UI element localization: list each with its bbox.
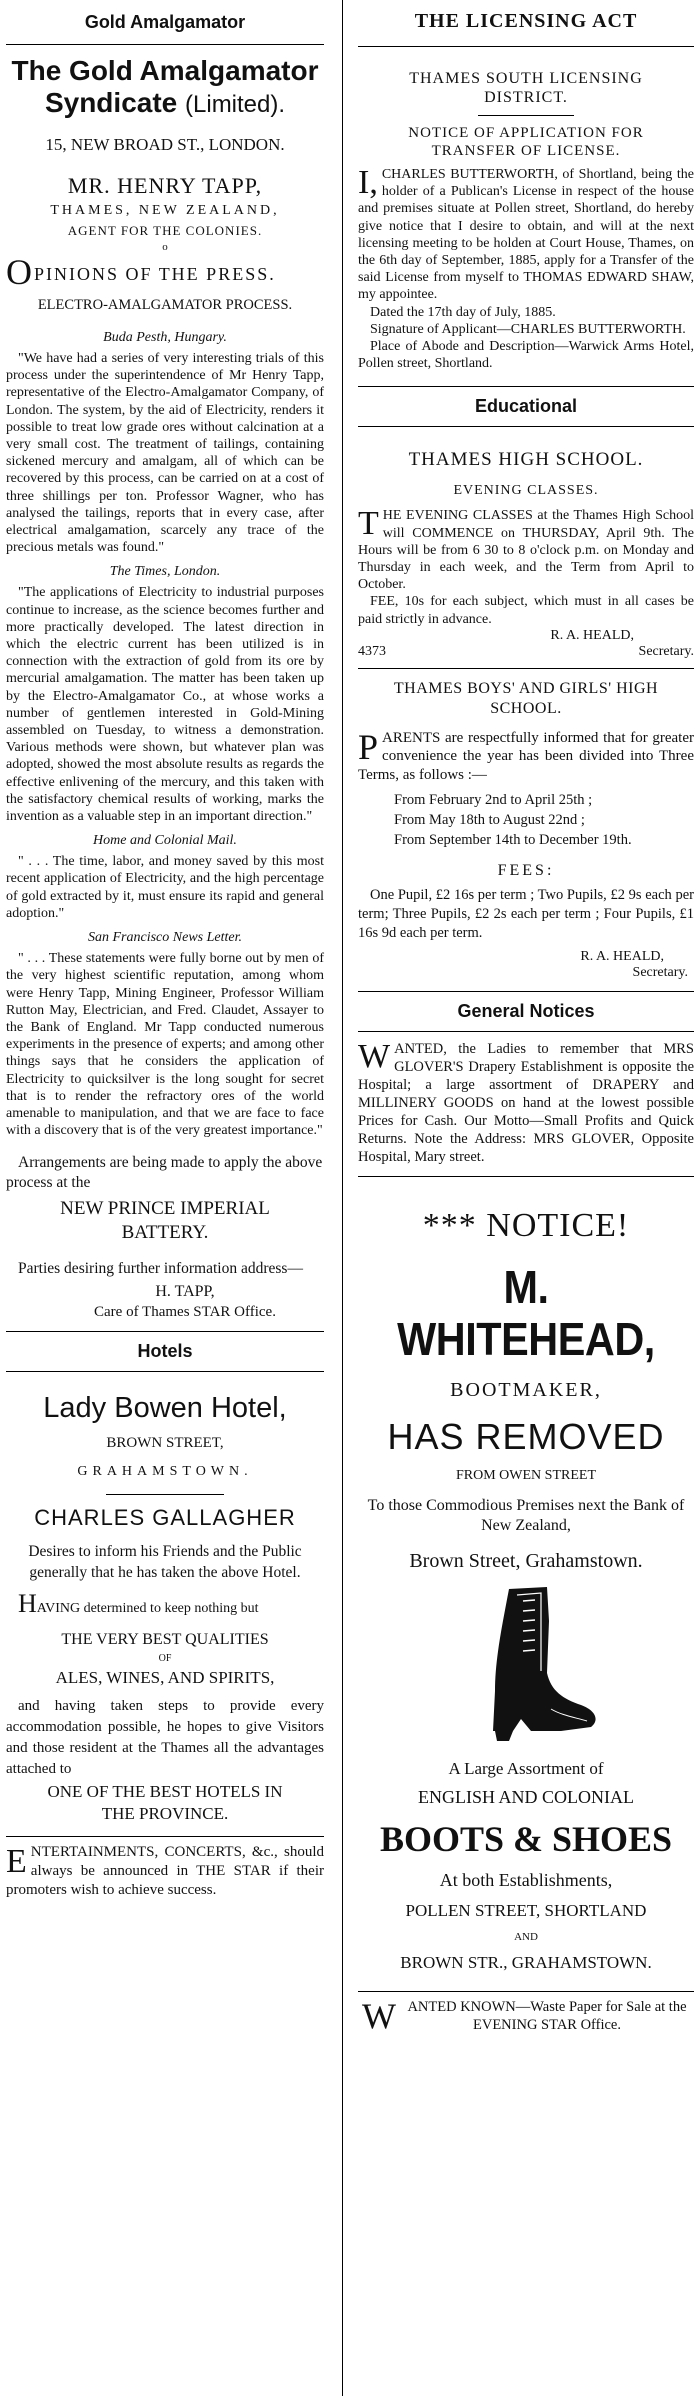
rule — [358, 1031, 694, 1032]
wanted-known — [358, 1996, 694, 2037]
parties-text: Parties desiring further information address— — [18, 1260, 303, 1278]
tapp-care: Care of Thames STAR Office. — [94, 1304, 276, 1321]
school2-title: THAMES BOYS' AND GIRLS' HIGH SCHOOL. — [393, 679, 659, 717]
rule — [6, 1331, 324, 1332]
short-rule — [478, 115, 574, 116]
brown-str: BROWN STR., GRAHAMSTOWN. — [400, 1953, 652, 1973]
battery-name: NEW PRINCE IMPERIAL BATTERY. — [60, 1198, 270, 1244]
gold-header: Gold Amalgamator — [84, 12, 246, 32]
gold-title-suffix: (Limited). — [185, 91, 286, 118]
opinions-heading — [6, 252, 324, 292]
process-title: ELECTRO-AMALGAMATOR PROCESS. — [37, 297, 293, 313]
rule — [6, 44, 324, 45]
quote3-text: " . . . The time, labor, and money saved by this most recent application of Electricity, and the high percentage of gold extracted by it, must ensure its rapid and general adoption." — [6, 854, 324, 921]
quote4-text: " . . . These statements were fully borne out by men of the very highest scientific reputation, among whom were Henry Tapp, Mining Engineer, Professor William Rutton May, Electrician, and Fred. Claudet, Assayer to the Bank of England. Mr Tapp conducted numerous experiments in the presence of experts; and among other things says that he considers the application of Electricity to quicksilver is the long sought for secret that is to render the refractory ores of the world amenable to manipulation, and that we are face to face with a discovery that is of the very greatest importance." — [6, 951, 324, 1139]
hotel-town: GRAHAMSTOWN. — [77, 1464, 253, 1480]
having-rest: AVING determined to keep nothing but — [36, 1601, 259, 1617]
gold-title-line2: Syndicate — [44, 87, 178, 118]
brown-street: Brown Street, Grahamstown. — [409, 1550, 643, 1573]
large-assortment: A Large Assortment of — [448, 1759, 604, 1779]
licensing-dated: Dated the 17th day of July, 1885. — [370, 304, 556, 320]
evening-classes: EVENING CLASSES. — [453, 483, 599, 499]
glover-notice — [358, 1040, 694, 1166]
quote2-source: The Times, London. — [109, 564, 221, 580]
boot-illustration-icon — [451, 1581, 601, 1751]
licensing-body — [358, 166, 694, 304]
licensing-abode: Place of Abode and Description—Warwick Arms Hotel, Pollen street, Shortland. — [358, 339, 694, 372]
separator: o — [162, 241, 168, 253]
hotel-ales: ALES, WINES, AND SPIRITS, — [55, 1668, 275, 1688]
term-3: From September 14th to December 19th. — [394, 832, 632, 849]
opinions-rest: PINIONS OF THE PRESS. — [34, 264, 276, 284]
educational-header: Educational — [474, 396, 577, 417]
pollen-street: POLLEN STREET, SHORTLAND — [405, 1901, 647, 1921]
parents-cap: P — [358, 726, 379, 767]
tapp-name: H. TAPP, — [155, 1283, 215, 1301]
has-removed: HAS REMOVED — [387, 1416, 665, 1458]
having-line — [6, 1589, 324, 1619]
opinions-cap: O — [6, 252, 34, 292]
licensing-cap: I, — [358, 164, 378, 201]
entertainments-notice — [6, 1843, 324, 1900]
terms-list — [358, 790, 694, 850]
licensing-signature: Signature of Applicant—CHARLES BUTTERWORTH. — [370, 321, 686, 337]
hotel-best1: ONE OF THE BEST HOTELS IN — [47, 1782, 283, 1802]
rule — [358, 1176, 694, 1177]
entertainments-cap: E — [6, 1843, 27, 1881]
hotel-of: OF — [158, 1653, 172, 1665]
rule — [6, 1836, 324, 1837]
arrange-text: Arrangements are being made to apply the above process at the — [6, 1154, 323, 1192]
school-title: THAMES HIGH SCHOOL. — [408, 449, 644, 471]
entertainments-text: NTERTAINMENTS, CONCERTS, &c., should always be announced in THE STAR if their promoters wish to achieve success. — [6, 1844, 324, 1899]
evening-text: HE EVENING CLASSES at the Thames High School will COMMENCE on THURSDAY, April 9th. The Hours will be from 6 30 to 8 o'clock p.m. on Monday and Thursday in each week, and the Term from April to October. — [358, 508, 694, 593]
evening-fee: FEE, 10s for each subject, which must in all cases be paid strictly in advance. — [358, 594, 694, 627]
and-word: AND — [514, 1931, 538, 1944]
fees-title: FEES: — [497, 862, 555, 880]
quote3-source: Home and Colonial Mail. — [93, 833, 237, 849]
rule — [358, 991, 694, 992]
fees-text: One Pupil, £2 16s per term ; Two Pupils, £2 9s each per term; Three Pupils, £2 2s each per term ; Four Pupils, £1 16s 9d each per term. — [358, 887, 694, 942]
quote1-source: Buda Pesth, Hungary. — [103, 330, 227, 345]
parents-text: ARENTS are respectfully informed that for greater convenience the year has been divided into Three Terms, as follows :— — [358, 729, 694, 783]
licensing-district: THAMES SOUTH LICENSING DISTRICT. — [409, 70, 643, 106]
parents-body — [358, 726, 694, 785]
licensing-text: CHARLES BUTTERWORTH, of Shortland, being the holder of a Publican's License in respect of the house and premises situate at Pollen street, Shortland, do hereby give notice that I desire to obtain, and will at the next licensing meeting to be holden at Court House, Thames, on the 6th day of September, 1885, apply for a Transfer of the said License from myself to THOMAS EDWARD SHAW, my appointee. — [358, 167, 694, 303]
heald2-name: R. A. HEALD, — [580, 949, 664, 965]
hotels-header: Hotels — [137, 1341, 193, 1362]
glover-text: ANTED, the Ladies to remember that MRS GLOVER'S Drapery Establishment is opposite the Hospital; a large assortment of DRAPERY and MILLINERY GOODS on hand at the lowest possible Prices for Cash. Our Motto—Small Profits and Quick Returns. Note the Address: MRS GLOVER, Opposite Hospital, Mary street. — [358, 1041, 694, 1166]
licensing-header: THE LICENSING ACT — [414, 10, 638, 32]
quote4-source: San Francisco News Letter. — [88, 930, 242, 946]
short-rule — [106, 1494, 224, 1495]
rule — [358, 46, 694, 47]
gold-title-line1: The Gold Amalgamator — [11, 55, 319, 86]
hotel-best2: THE PROVINCE. — [101, 1804, 229, 1824]
wanted-text: ANTED KNOWN—Waste Paper for Sale at the EVENING STAR Office. — [407, 1999, 687, 2034]
premises-text: To those Commodious Premises next the Bank of New Zealand, — [367, 1497, 685, 1535]
licensing-notice: NOTICE OF APPLICATION FOR TRANSFER OF LICENSE. — [408, 125, 644, 159]
having-cap: H — [18, 1589, 37, 1619]
heald-name: R. A. HEALD, — [550, 627, 634, 643]
evening-body — [358, 507, 694, 593]
hotel-name: Lady Bowen Hotel, — [43, 1392, 287, 1425]
secretary-line — [358, 644, 694, 660]
hotel-owner: CHARLES GALLAGHER — [34, 1505, 296, 1531]
right-column — [358, 8, 694, 2037]
english-colonial: ENGLISH AND COLONIAL — [418, 1787, 634, 1808]
term-1: From February 2nd to April 25th ; — [394, 792, 593, 809]
both-establishments: At both Establishments, — [439, 1870, 613, 1891]
left-column — [6, 8, 324, 1900]
secretary2-title: Secretary. — [632, 965, 688, 981]
column-divider — [342, 0, 343, 2396]
hotel-street: BROWN STREET, — [106, 1435, 224, 1452]
agent-role: AGENT FOR THE COLONIES. — [67, 223, 263, 238]
glover-cap: W — [358, 1038, 391, 1076]
quote1-text: "We have had a series of very interesting trials of this process under the superintendence of Mr Henry Tapp, representative of the Electro-Amalgamator Company, of London. The system, by the aid of Electricity, renders it possible to treat low grade ores without calcination at a very small cost. The treatment of tailings, containing sickened mercury and amalgam, all of which can be recovered by this process, can be carried on at a cost of three shillings per ton. Professor Wagner, who has analysed the tailings, reports that in every case, after electrical amalgamation, scarcely any trace of the precious metals was found." — [6, 351, 324, 556]
hotel-qualities: THE VERY BEST QUALITIES — [61, 1631, 269, 1649]
rule — [6, 1371, 324, 1372]
ad-number: 4373 — [358, 643, 386, 659]
evening-cap: T — [358, 505, 379, 543]
agent-name: MR. HENRY TAPP, — [67, 173, 263, 198]
whitehead-trade: BOOTMAKER, — [450, 1379, 602, 1402]
general-header: General Notices — [457, 1001, 595, 1022]
agent-place: THAMES, NEW ZEALAND, — [50, 203, 280, 218]
gold-address: 15, NEW BROAD ST., LONDON. — [45, 135, 285, 154]
from-street: FROM OWEN STREET — [456, 1468, 596, 1484]
boots-shoes: BOOTS & SHOES — [379, 1819, 673, 1860]
quote2-text: "The applications of Electricity to industrial purposes continue to increase, as the science becomes further and more practically developed. The latest direction in which the electric current has been utilized is in connection with the extraction of gold from its ore by mercurial amalgamation. The matter has been taken up by the Electro-Amalgamator Co., at whose works a number of gentlemen interested in Gold-Mining assembled on Tuesday, to witness a demonstration. Various methods were shown, but whatever plan was adopted, showed the most absolute results as regards the effective enlivening of the mercury, and this taken with the satisfactory chemical results of working, marks the invention as a valuable step in an important direction." — [6, 585, 324, 825]
notice-heading: *** NOTICE! — [422, 1207, 630, 1245]
rule — [358, 426, 694, 427]
term-2: From May 18th to August 22nd ; — [394, 812, 585, 829]
whitehead-name: M. WHITEHEAD, — [397, 1261, 655, 1366]
wanted-cap: W — [362, 1996, 396, 2037]
rule — [358, 668, 694, 669]
gold-title — [6, 55, 324, 121]
rule — [358, 386, 694, 387]
hotel-desires: Desires to inform his Friends and the Public generally that he has taken the above Hotel. — [28, 1543, 302, 1582]
hotel-steps: and having taken steps to provide every accommodation possible, he hopes to give Visitors and those resident at the Thames all the advantages attached to — [6, 1698, 324, 1778]
secretary-title: Secretary. — [638, 643, 694, 659]
rule — [358, 1991, 694, 1992]
